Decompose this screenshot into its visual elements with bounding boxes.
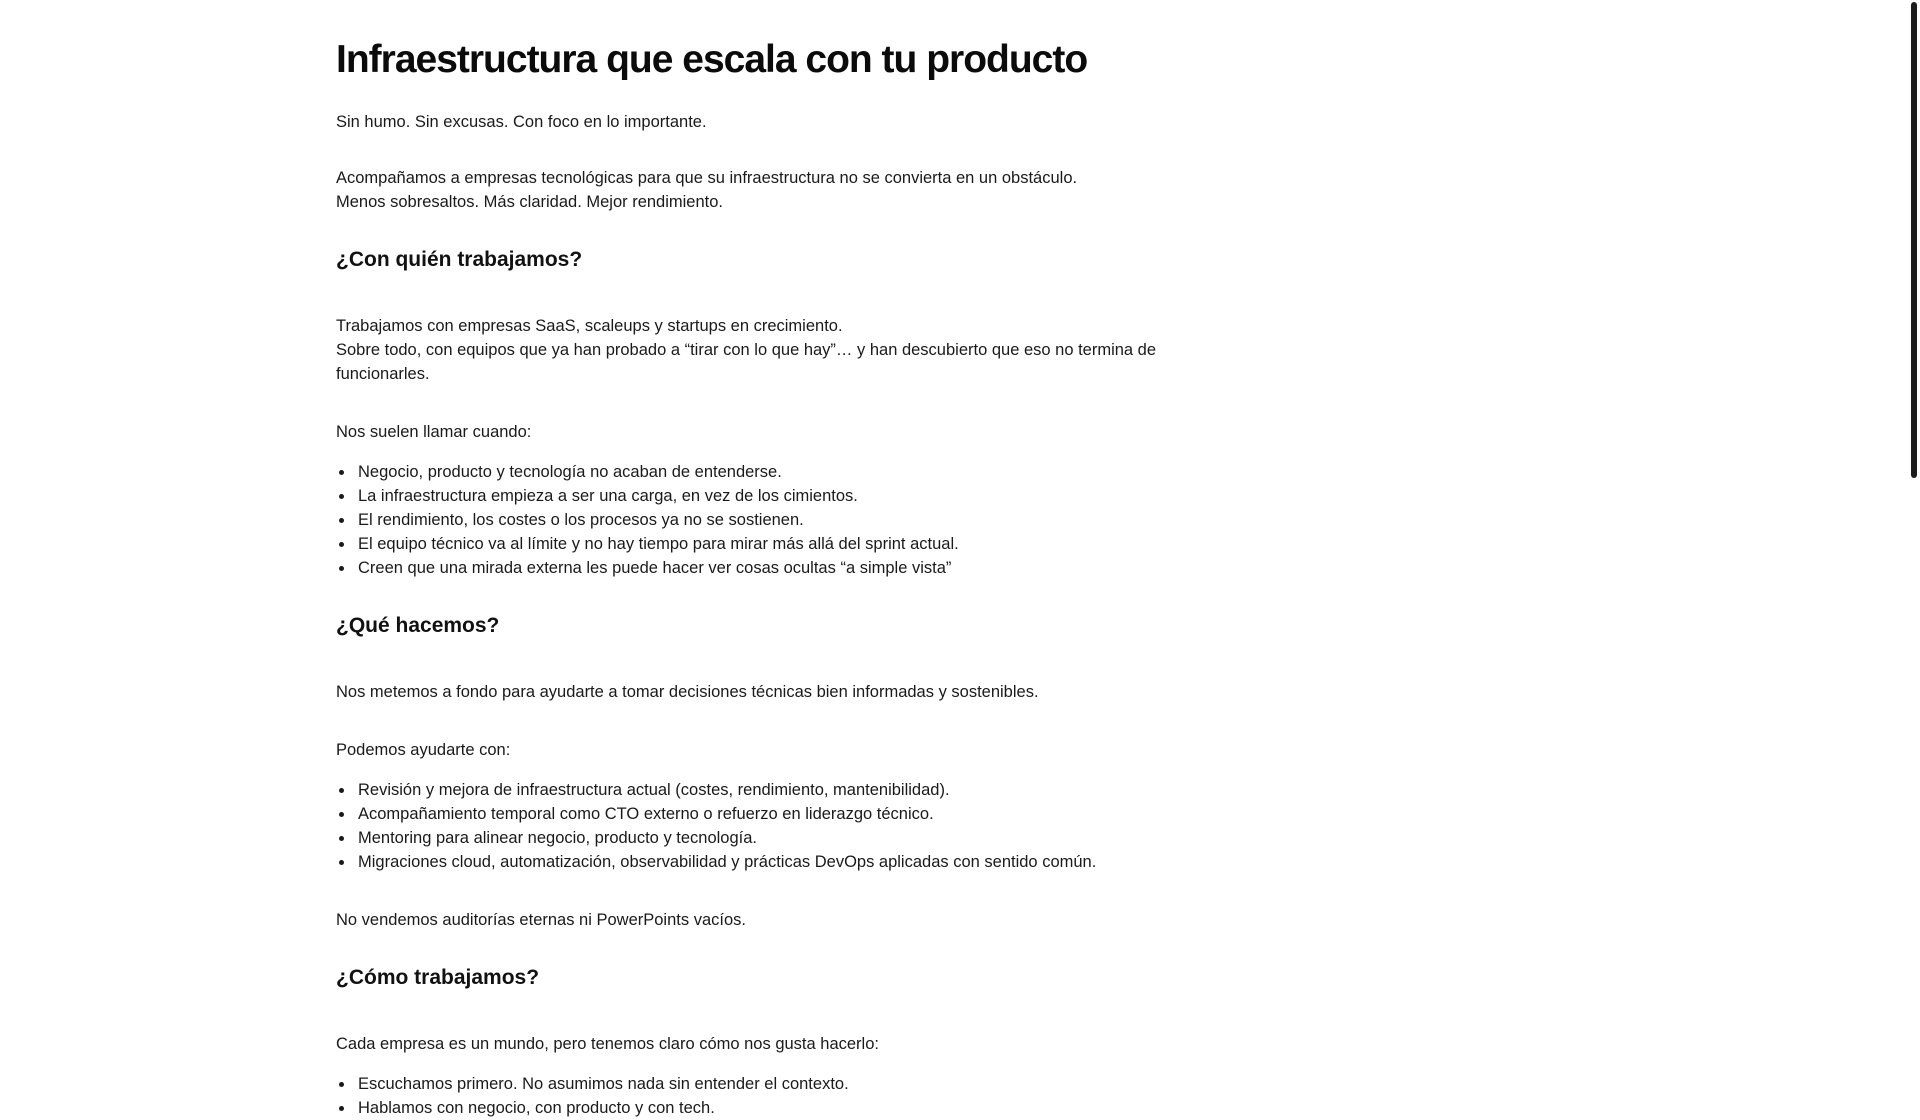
vertical-scrollbar[interactable]: [1908, 0, 1920, 1080]
quien-line-2: Sobre todo, con equipos que ya han probado a “tirar con lo que hay”… y han descubierto que eso no termina de funcionarles.: [336, 341, 1157, 383]
list-item: Escuchamos primero. No asumimos nada sin entender el contexto.: [336, 1072, 1196, 1096]
quien-list-intro: Nos suelen llamar cuando:: [336, 423, 532, 441]
scrollbar-thumb[interactable]: [1911, 2, 1917, 478]
heading-como-trabajamos: ¿Cómo trabajamos?: [336, 966, 540, 989]
que-paragraph: Nos metemos a fondo para ayudarte a tomar decisiones técnicas bien informadas y sostenibles.: [336, 683, 1039, 701]
intro-paragraph: [336, 166, 1196, 214]
page-title: Infraestructura que escala con tu producto: [336, 38, 1088, 81]
list-item: Hablamos con negocio, con producto y con tech.: [336, 1096, 1196, 1120]
list-item: Acompañamiento temporal como CTO externo o refuerzo en liderazgo técnico.: [336, 802, 1196, 826]
que-list: [336, 778, 1196, 874]
list-item: Mentoring para alinear negocio, producto y tecnología.: [336, 826, 1196, 850]
quien-paragraph: [336, 314, 1196, 386]
como-list: [336, 1072, 1196, 1120]
list-item: El equipo técnico va al límite y no hay tiempo para mirar más allá del sprint actual.: [336, 532, 1196, 556]
heading-que-hacemos: ¿Qué hacemos?: [336, 614, 500, 637]
intro-line-2: Menos sobresaltos. Más claridad. Mejor rendimiento.: [336, 193, 724, 211]
quien-list: [336, 460, 1196, 580]
tagline: Sin humo. Sin excusas. Con foco en lo importante.: [336, 113, 707, 131]
heading-con-quien: ¿Con quién trabajamos?: [336, 248, 583, 271]
list-item: Negocio, producto y tecnología no acaban de entenderse.: [336, 460, 1196, 484]
intro-line-1: Acompañamos a empresas tecnológicas para que su infraestructura no se convierta en un obstáculo.: [336, 169, 1078, 187]
list-item: Migraciones cloud, automatización, observabilidad y prácticas DevOps aplicadas con sentido común.: [336, 850, 1196, 874]
como-paragraph: Cada empresa es un mundo, pero tenemos claro cómo nos gusta hacerlo:: [336, 1035, 879, 1053]
list-item: Creen que una mirada externa les puede hacer ver cosas ocultas “a simple vista”: [336, 556, 1196, 580]
que-closing: No vendemos auditorías eternas ni PowerPoints vacíos.: [336, 911, 746, 929]
list-item: Revisión y mejora de infraestructura actual (costes, rendimiento, mantenibilidad).: [336, 778, 1196, 802]
que-list-intro: Podemos ayudarte con:: [336, 741, 511, 759]
page-content: [336, 0, 1196, 1117]
quien-line-1: Trabajamos con empresas SaaS, scaleups y startups en crecimiento.: [336, 317, 843, 335]
list-item: La infraestructura empieza a ser una carga, en vez de los cimientos.: [336, 484, 1196, 508]
list-item: El rendimiento, los costes o los procesos ya no se sostienen.: [336, 508, 1196, 532]
